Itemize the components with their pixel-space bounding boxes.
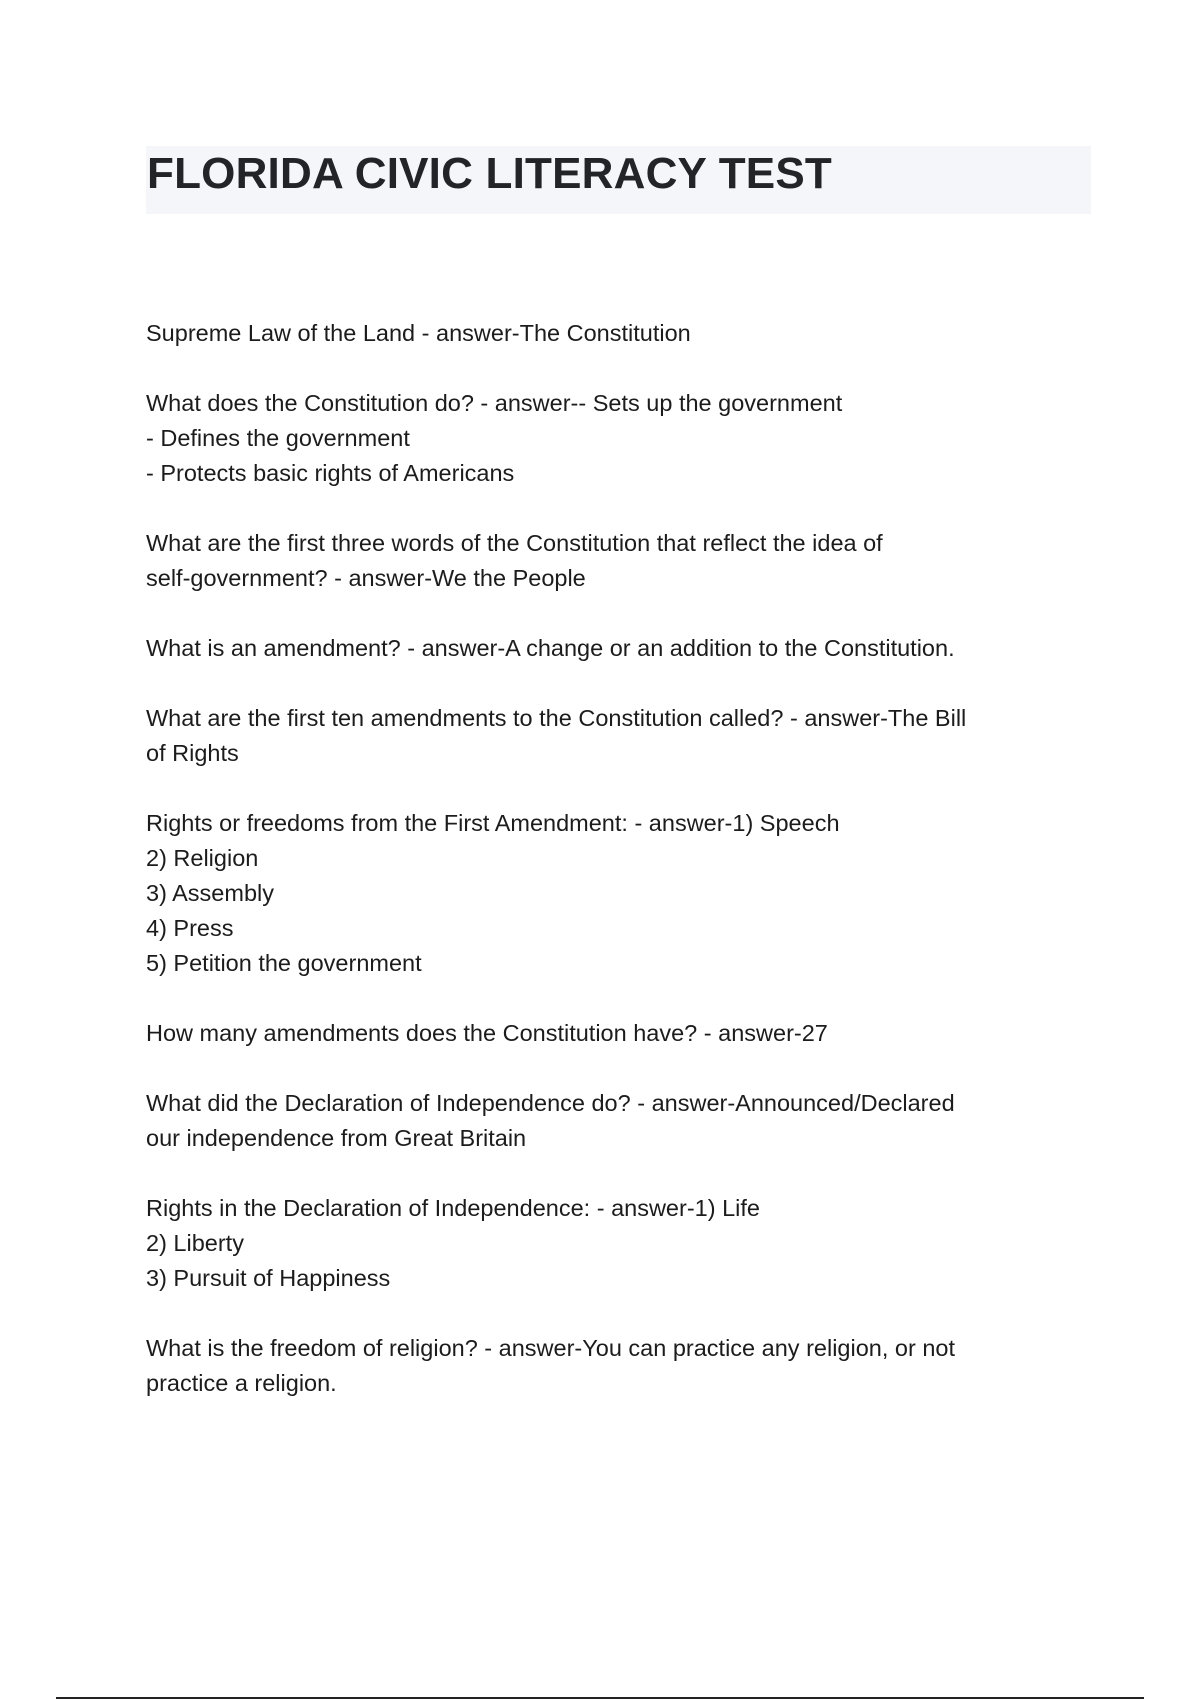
qa-line: 4) Press: [146, 915, 234, 941]
qa-line: - Protects basic rights of Americans: [146, 460, 515, 486]
qa-line: 3) Pursuit of Happiness: [146, 1265, 391, 1291]
qa-line: - Defines the government: [146, 425, 410, 451]
qa-line: 3) Assembly: [146, 880, 274, 906]
footer-divider: [56, 1697, 1144, 1699]
qa-entry: [146, 1016, 1091, 1051]
qa-line: Rights or freedoms from the First Amendment: - answer-1) Speech: [146, 810, 840, 836]
qa-line: of Rights: [146, 740, 239, 766]
qa-line: Supreme Law of the Land - answer-The Constitution: [146, 320, 691, 346]
qa-entry: [146, 1086, 1091, 1156]
qa-entry: [146, 806, 1091, 981]
document-title: FLORIDA CIVIC LITERACY TEST: [147, 149, 832, 198]
qa-line: What did the Declaration of Independence do? - answer-Announced/Declared: [146, 1090, 955, 1116]
qa-list: [146, 316, 1091, 1436]
qa-line: What are the first ten amendments to the Constitution called? - answer-The Bill: [146, 705, 967, 731]
qa-line: our independence from Great Britain: [146, 1125, 527, 1151]
qa-line: What is the freedom of religion? - answer-You can practice any religion, or not: [146, 1335, 955, 1361]
qa-entry: [146, 701, 1091, 771]
qa-entry: [146, 526, 1091, 596]
qa-entry: [146, 1331, 1091, 1401]
qa-entry: [146, 631, 1091, 666]
qa-line: practice a religion.: [146, 1370, 337, 1396]
qa-entry: [146, 1191, 1091, 1296]
qa-line: Rights in the Declaration of Independence: - answer-1) Life: [146, 1195, 760, 1221]
qa-line: What are the first three words of the Constitution that reflect the idea of: [146, 530, 883, 556]
qa-line: 5) Petition the government: [146, 950, 422, 976]
qa-entry: [146, 386, 1091, 491]
qa-line: self-government? - answer-We the People: [146, 565, 586, 591]
qa-line: What does the Constitution do? - answer-- Sets up the government: [146, 390, 843, 416]
qa-line: How many amendments does the Constitution have? - answer-27: [146, 1020, 828, 1046]
qa-line: What is an amendment? - answer-A change or an addition to the Constitution.: [146, 635, 955, 661]
qa-entry: [146, 316, 1091, 351]
qa-line: 2) Liberty: [146, 1230, 244, 1256]
qa-line: 2) Religion: [146, 845, 259, 871]
